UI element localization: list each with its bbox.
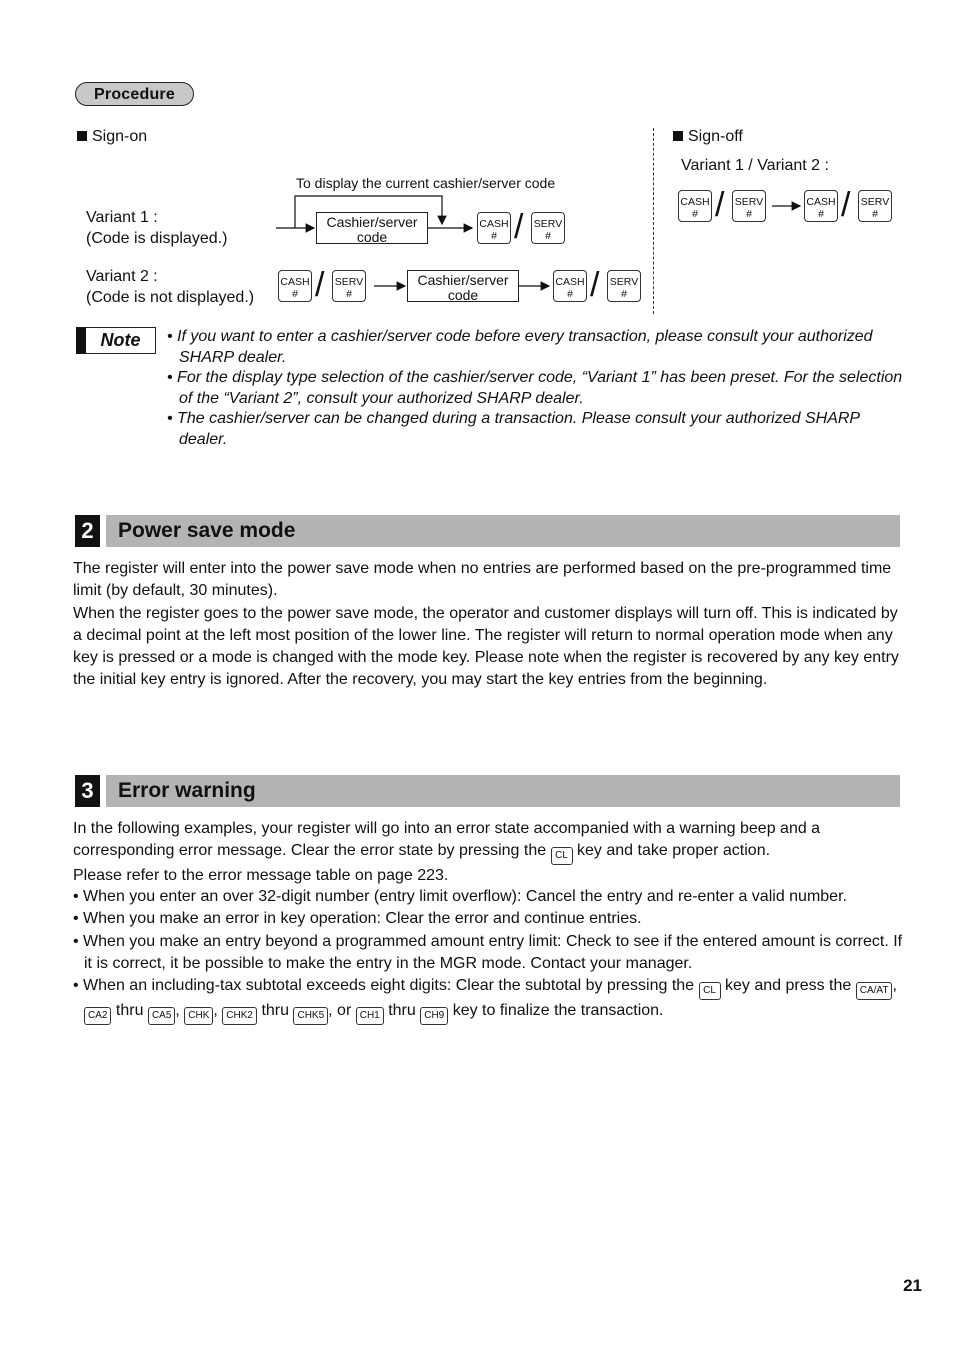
cashier-code-box: [407, 270, 519, 302]
serv-key[interactable]: SERV #: [858, 190, 892, 222]
ca2-key[interactable]: CA2: [84, 1007, 111, 1025]
code-box-line2: code: [356, 229, 388, 245]
variant1-label: [86, 207, 227, 249]
note-item: • If you want to enter a cashier/server code before every transaction, please consult your authorized SHARP dealer.: [167, 328, 873, 366]
ca5-key[interactable]: CA5: [148, 1007, 175, 1025]
display-code-caption: To display the current cashier/server code: [296, 175, 556, 191]
or-slash: /: [590, 266, 600, 304]
paragraph: Please refer to the error message table on page 223.: [73, 867, 449, 885]
cash-key[interactable]: CASH #: [477, 212, 511, 244]
chk2-key[interactable]: CHK2: [222, 1007, 257, 1025]
section-header-power-save: [75, 515, 900, 547]
list-item: • When you make an error in key operation: Clear the error and continue entries.: [73, 910, 642, 928]
code-box-line1: Cashier/server: [326, 214, 418, 230]
signoff-heading-text: Sign-off: [688, 128, 743, 145]
section-title-bar: [106, 775, 900, 807]
signoff-variants: Variant 1 / Variant 2 :: [681, 157, 829, 174]
procedure-label: Procedure: [75, 82, 194, 106]
power-save-body: [73, 558, 903, 692]
serv-key[interactable]: SERV #: [732, 190, 766, 222]
cl-key[interactable]: CL: [551, 847, 573, 865]
note-item: • The cashier/server can be changed during a transaction. Please consult your authorized SHARP dealer.: [167, 410, 860, 448]
ca-at-key[interactable]: CA/AT: [856, 982, 893, 1000]
or-slash: /: [315, 266, 325, 304]
signon-heading-text: Sign-on: [92, 128, 148, 145]
note-item: • For the display type selection of the cashier/server code, “Variant 1” has been preset. For the selection of the “Variant 2”, consult your authorized SHARP dealer.: [167, 369, 903, 407]
cash-key[interactable]: CASH #: [278, 270, 312, 302]
variant1-line1: Variant 1 :: [86, 209, 158, 226]
serv-key[interactable]: SERV #: [531, 212, 565, 244]
serv-key[interactable]: SERV #: [607, 270, 641, 302]
variant2-line1: Variant 2 :: [86, 268, 158, 285]
ch1-key[interactable]: CH1: [356, 1007, 384, 1025]
paragraph: The register will enter into the power save mode when no entries are performed based on the pre-programmed time limit (by default, 30 minutes).: [73, 560, 892, 600]
code-box-line1: Cashier/server: [417, 272, 509, 288]
chk5-key[interactable]: CHK5: [293, 1007, 328, 1025]
section-number: 3: [75, 775, 100, 807]
serv-key[interactable]: SERV #: [332, 270, 366, 302]
list-item: • When you enter an over 32-digit number (entry limit overflow): Cancel the entry and re-enter a valid number.: [73, 888, 847, 905]
section-title: Error warning: [118, 779, 256, 802]
error-intro: [73, 818, 903, 888]
section-number: 2: [75, 515, 100, 547]
or-slash: /: [841, 186, 851, 224]
variant2-label: [86, 266, 254, 308]
section-title-bar: [106, 515, 900, 547]
variant1-line2: (Code is displayed.): [86, 230, 228, 247]
note-label: Note: [76, 327, 156, 354]
code-box-line2: code: [447, 287, 479, 303]
or-slash: /: [514, 208, 524, 246]
page-number: 21: [903, 1276, 922, 1295]
cash-key[interactable]: CASH #: [678, 190, 712, 222]
chk-key[interactable]: CHK: [184, 1007, 213, 1025]
cash-key[interactable]: CASH #: [804, 190, 838, 222]
ch9-key[interactable]: CH9: [420, 1007, 448, 1025]
note-list: [167, 327, 912, 450]
list-item: • When an including-tax subtotal exceeds eight digits: Clear the subtotal by pressing the CL key and press the CA/AT , CA2 thru CA5 , CHK , CHK2 thru CHK5 , or CH1 thru CH9 key to finalize the transaction.: [73, 975, 903, 1025]
cl-key[interactable]: CL: [699, 982, 721, 1000]
cash-key[interactable]: CASH #: [553, 270, 587, 302]
section-header-error-warning: [75, 775, 900, 807]
or-slash: /: [715, 186, 725, 224]
section-title: Power save mode: [118, 519, 296, 542]
list-item: • When you make an entry beyond a programmed amount entry limit: Check to see if the entered amount is correct. If it is correct, it be possible to make the entry in the MGR mode. Contact your manager.: [73, 932, 903, 972]
variant2-line2: (Code is not displayed.): [86, 289, 255, 306]
cashier-code-box: [316, 212, 428, 244]
error-list: [73, 886, 903, 1025]
paragraph: When the register goes to the power save mode, the operator and customer displays will turn off. This is indicated by a decimal point at the left most position of the lower line. The register will return to normal operation mode when any key is pressed or a mode is changed with the mode key. Please note when the register is recovered by any key entry the initial key entry is ignored. After the recovery, you may start the key entries from the beginning.: [73, 604, 899, 689]
paragraph: In the following examples, your register will go into an error state accompanied with a warning beep and a corresponding error message. Clear the error state by pressing the CL key and take proper action.: [73, 818, 903, 865]
